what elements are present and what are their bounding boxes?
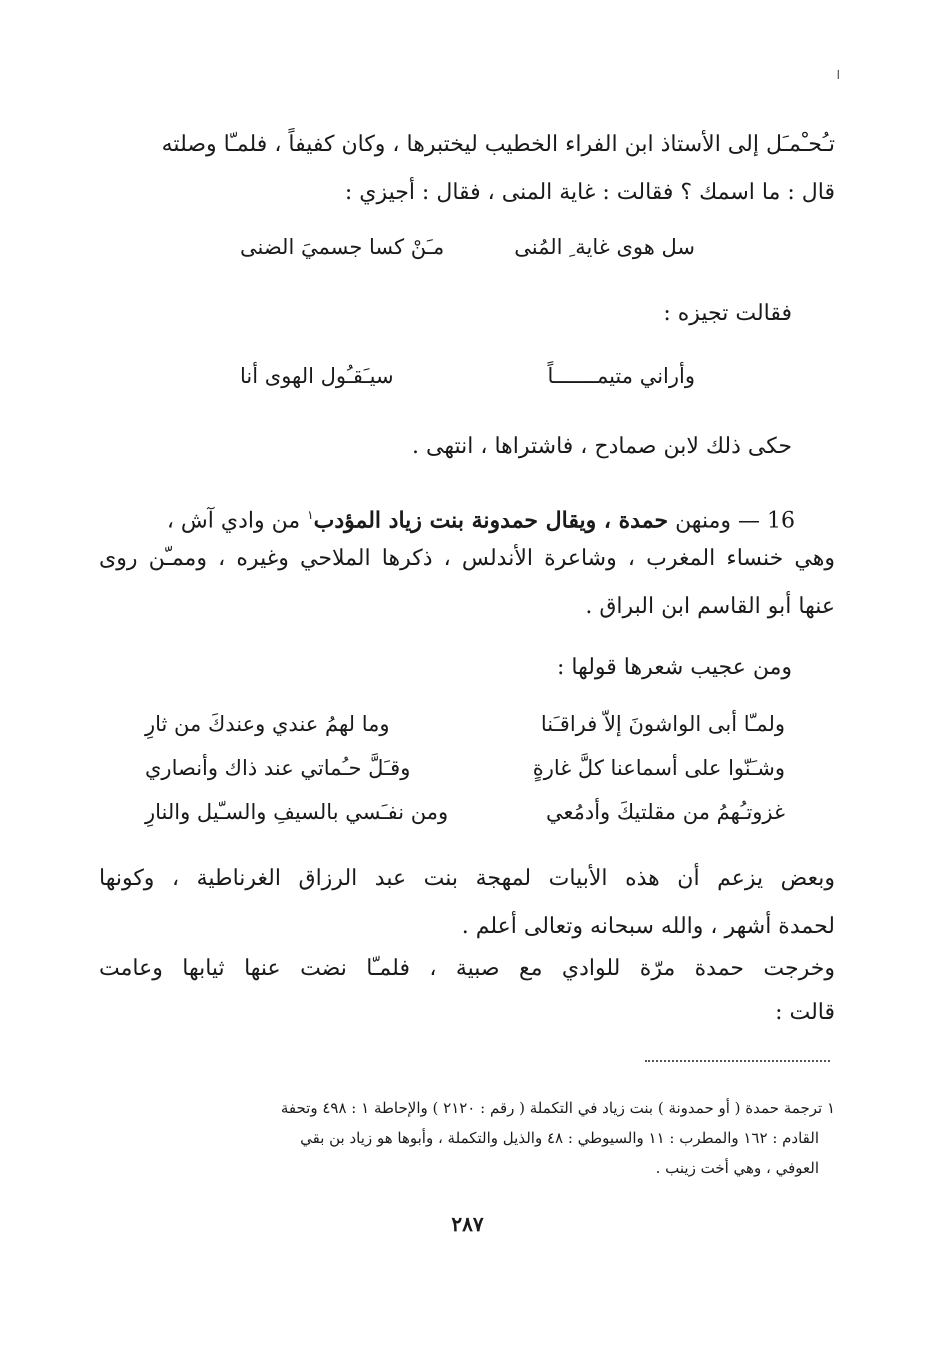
- poem-intro: ومن عجيب شعرها قولها :: [556, 655, 792, 680]
- poem-verse-2-h1: وشـَنّوا على أسماعنا كلَّ غارةٍ: [532, 756, 785, 780]
- attribution-line-1: وبعض يزعم أن هذه الأبيات لمهجة بنت عبد الرزاق الغرناطية ، وكونها: [99, 866, 835, 891]
- corner-mark: ا: [836, 68, 840, 82]
- entry-16-line-3: عنها أبو القاسم ابن البراق .: [585, 594, 835, 619]
- verse-1-hemistich-2: مـَنْ كسا جسميَ الضنى: [240, 235, 445, 259]
- entry-number: 16 —: [738, 508, 795, 534]
- poem-verse-1: [145, 712, 785, 746]
- footnote-line-3: العوفي ، وهي أخت زينب .: [655, 1159, 819, 1177]
- attribution-line-2: لحمدة أشهر ، والله سبحانه وتعالى أعلم .: [461, 914, 835, 939]
- text-line-2: قال : ما اسمك ؟ فقالت : غاية المنى ، فقال : أجيزي :: [344, 180, 835, 205]
- footnote-ref: ١: [307, 508, 314, 522]
- poem-verse-1-h1: ولمـّا أبى الواشونَ إلاّ فراقـَنا: [540, 712, 785, 736]
- footnote-separator: [645, 1060, 830, 1062]
- entry-lead: ومنهن: [675, 508, 731, 534]
- story-end-line: حكى ذلك لابن صمادح ، فاشتراها ، انتهى .: [412, 434, 792, 459]
- page-number: ٢٨٧: [451, 1212, 484, 1236]
- poem-verse-2: [145, 756, 785, 790]
- entry-16-heading: [167, 498, 795, 538]
- footnote-line-2: القادم : ١٦٢ والمطرب : ١١ والسيوطي : ٤٨ والذيل والتكملة ، وأبوها هو زياد بن بقي: [300, 1129, 819, 1147]
- verse-1: [240, 235, 695, 269]
- poem-verse-3: [145, 800, 785, 834]
- poem-verse-1-h2: وما لهمُ عندي وعندكَ من ثارِ: [145, 712, 390, 736]
- poem-verse-2-h2: وقـَلَّ حـُماتي عند ذاك وأنصاري: [145, 756, 411, 780]
- entry-rest: من وادي آش ،: [166, 508, 301, 534]
- closing-line-1: وخرجت حمدة مرّة للوادي مع صبية ، فلمـّا نضت عنها ثيابها وعامت: [99, 956, 835, 981]
- text-line-1: تـُحـْمـَل إلى الأستاذ ابن الفراء الخطيب ليختبرها ، وكان كفيفاً ، فلمـّا وصلته: [161, 132, 835, 157]
- poet-name: حمدة ، ويقال حمدونة بنت زياد المؤدب: [313, 507, 669, 534]
- verse-2-hemistich-2: سيـَقـُول الهوى أنا: [240, 364, 394, 388]
- poem-verse-3-h1: غزوتـُهمُ من مقلتيكَ وأدمُعي: [545, 800, 785, 824]
- footnote-line-1: ١ ترجمة حمدة ( أو حمدونة ) بنت زياد في التكملة ( رقم : ٢١٢٠ ) والإحاطة ١ : ٤٩٨ وتحفة: [280, 1099, 835, 1117]
- reply-line: فقالت تجيزه :: [663, 301, 792, 326]
- verse-1-hemistich-1: سل هوى غاية ِ المُنى: [514, 235, 695, 259]
- poem-verse-3-h2: ومن نفـَسي بالسيفِ والسـّيل والنارِ: [145, 800, 449, 824]
- verse-2: [240, 364, 695, 398]
- closing-line-2: قالت :: [775, 1000, 835, 1025]
- verse-2-hemistich-1: وأراني متيمـــــــاً: [547, 364, 695, 388]
- entry-16-line-2: وهي خنساء المغرب ، وشاعرة الأندلس ، ذكرها الملاحي وغيره ، وممـّن روى: [99, 546, 835, 571]
